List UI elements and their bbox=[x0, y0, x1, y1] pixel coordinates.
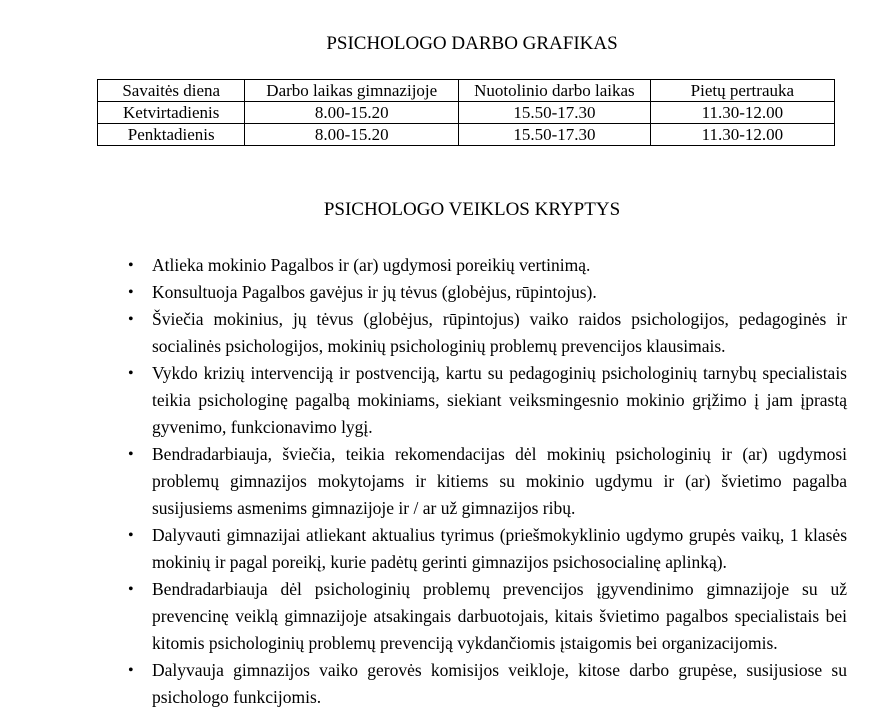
bullet-icon: • bbox=[128, 527, 134, 544]
bullet-icon: • bbox=[128, 446, 134, 463]
activity-text: Atlieka mokinio Pagalbos ir (ar) ugdymosi poreikių vertinimą. bbox=[152, 255, 591, 275]
bullet-icon: • bbox=[128, 284, 134, 301]
table-cell: 8.00-15.20 bbox=[245, 102, 459, 124]
activity-text: Konsultuoja Pagalbos gavėjus ir jų tėvus (globėjus, rūpintojus). bbox=[152, 282, 597, 302]
table-cell: 15.50-17.30 bbox=[459, 102, 651, 124]
activity-text: Vykdo krizių intervenciją ir postvenciją, kartu su pedagoginių psichologinių tarnybų specialistais teikia psichologinę pagalbą mokiniams, siekiant veiksmingesnio mokinio grįžimo į jam įprastą gyvenimo, funkcionavimo lygį. bbox=[152, 363, 847, 437]
table-cell: 8.00-15.20 bbox=[245, 124, 459, 146]
table-header-cell: Savaitės diena bbox=[98, 80, 245, 102]
table-cell: 11.30-12.00 bbox=[650, 102, 834, 124]
schedule-title: PSICHOLOGO DARBO GRAFIKAS bbox=[326, 33, 618, 54]
bullet-icon: • bbox=[128, 311, 134, 328]
list-item bbox=[128, 279, 847, 306]
table-cell: 15.50-17.30 bbox=[459, 124, 651, 146]
table-row bbox=[98, 102, 835, 124]
table-cell: 11.30-12.00 bbox=[650, 124, 834, 146]
table-header-cell: Nuotolinio darbo laikas bbox=[459, 80, 651, 102]
bullet-icon: • bbox=[128, 257, 134, 274]
activity-text: Bendradarbiauja dėl psichologinių problemų prevencijos įgyvendinimo gimnazijoje su už prevencinę veiklą gimnazijoje atsakingais darbuotojais, kitais švietimo pagalbos specialistais bei kitomis psichologinių problemų prevenciją vykdančiomis įstaigomis bei organizacijomis. bbox=[152, 579, 847, 653]
bullet-icon: • bbox=[128, 662, 134, 679]
bullet-icon: • bbox=[128, 581, 134, 598]
table-row bbox=[98, 124, 835, 146]
list-item bbox=[128, 522, 847, 576]
bullet-icon: • bbox=[128, 365, 134, 382]
schedule-header-row bbox=[98, 80, 835, 102]
activities-list bbox=[97, 252, 847, 711]
table-cell: Ketvirtadienis bbox=[98, 102, 245, 124]
activity-text: Bendradarbiauja, šviečia, teikia rekomendacijas dėl mokinių psichologinių ir (ar) ugdymosi problemų gimnazijos mokytojams ir kitiems su mokinio ugdymu ir (ar) švietimo pagalba susijusiems asmenims gimnazijoje ir / ar už gimnazijos ribų. bbox=[152, 444, 847, 518]
list-item bbox=[128, 657, 847, 711]
activity-text: Dalyvauti gimnazijai atliekant aktualius tyrimus (priešmokyklinio ugdymo grupės vaikų, 1 klasės mokinių ir pagal poreikį, kurie padėtų gerinti gimnazijos psichosocialinę aplinką). bbox=[152, 525, 847, 572]
list-item bbox=[128, 360, 847, 441]
activities-title: PSICHOLOGO VEIKLOS KRYPTYS bbox=[323, 199, 621, 220]
table-cell: Penktadienis bbox=[98, 124, 245, 146]
table-header-cell: Pietų pertrauka bbox=[650, 80, 834, 102]
list-item bbox=[128, 576, 847, 657]
schedule-table bbox=[97, 79, 835, 146]
list-item bbox=[128, 252, 847, 279]
list-item bbox=[128, 441, 847, 522]
table-header-cell: Darbo laikas gimnazijoje bbox=[245, 80, 459, 102]
activity-text: Šviečia mokinius, jų tėvus (globėjus, rūpintojus) vaiko raidos psichologijos, pedagoginės ir socialinės psichologijos, mokinių psichologinių problemų prevencijos klausimais. bbox=[152, 309, 847, 356]
schedule-table-body bbox=[98, 102, 835, 146]
activity-text: Dalyvauja gimnazijos vaiko gerovės komisijos veikloje, kitose darbo grupėse, susijusiose su psichologo funkcijomis. bbox=[152, 660, 847, 707]
list-item bbox=[128, 306, 847, 360]
